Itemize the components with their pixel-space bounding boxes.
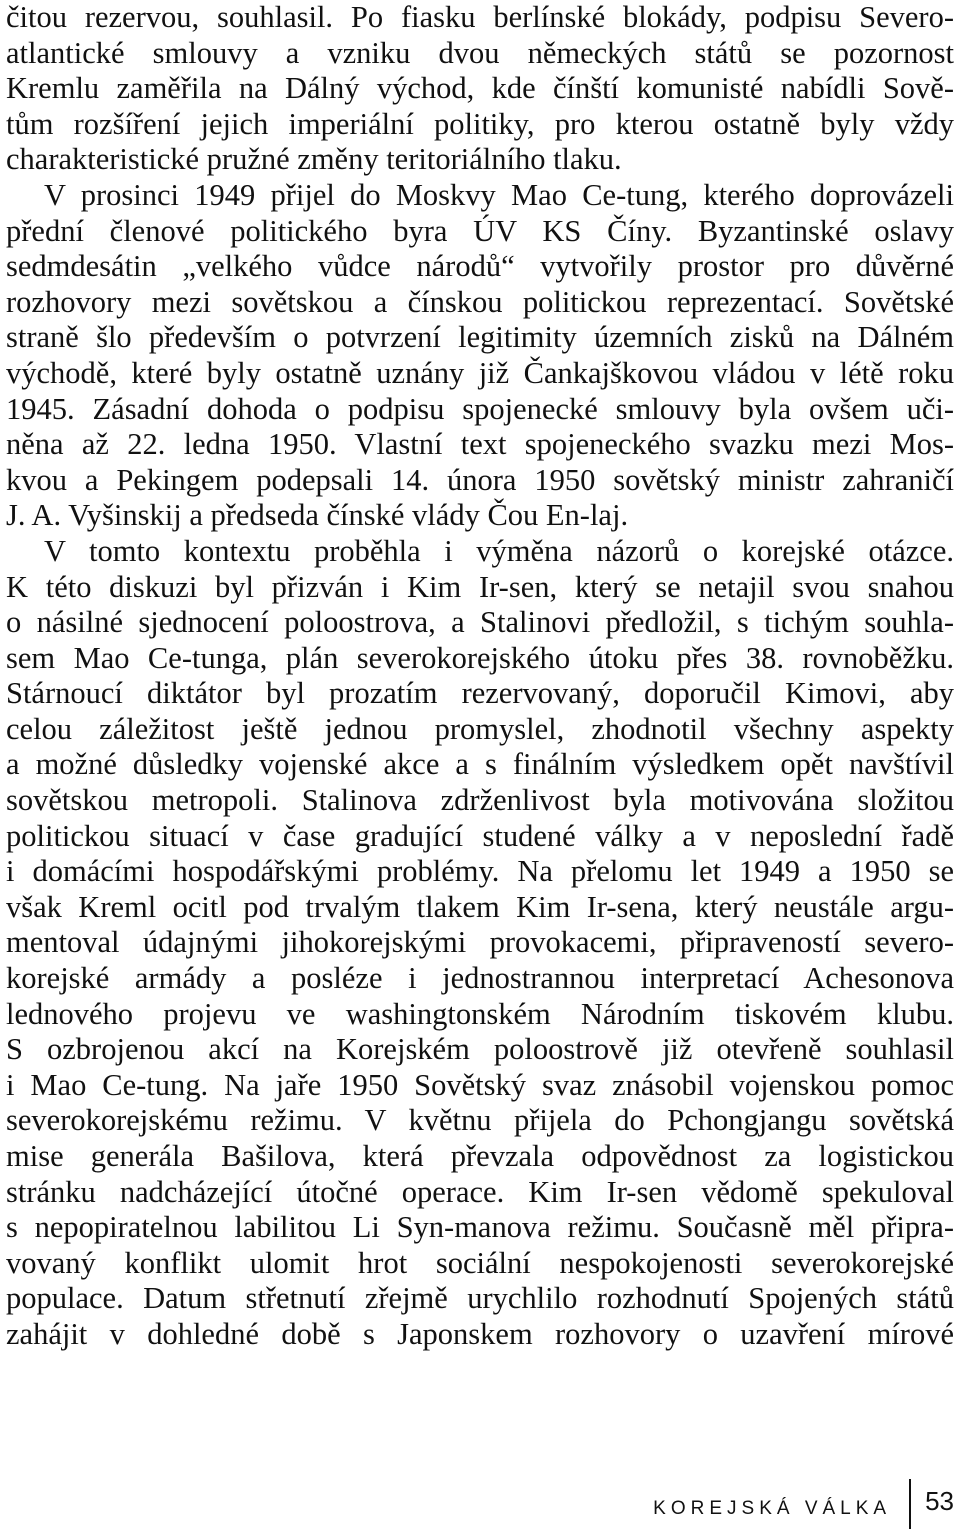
text-line: přední členové politického byra ÚV KS Číny. Byzantinské oslavy [6,213,954,248]
text-line: a možné důsledky vojenské akce a s finálním výsledkem opět navštívil [6,747,954,782]
text-line: o násilné sjednocení poloostrova, a Stalinovi předložil, s tichým souhla- [6,605,954,640]
text-line: stránku nadcházející útočné operace. Kim Ir-sen vědomě spekuloval [6,1174,954,1209]
text-line: celou záležitost ještě jednou promyslel, zhodnotil všechny aspekty [6,711,954,746]
text-line: však Kreml ocitl pod trvalým tlakem Kim Ir-sena, který neustále argu- [6,889,954,924]
text-line: Stárnoucí diktátor byl prozatím rezervovaný, doporučil Kimovi, aby [6,676,954,711]
page-number: 53 [925,1485,954,1516]
text-line: mise generála Bašilova, která převzala odpovědnost za logistickou [6,1139,954,1173]
text-line: kvou a Pekingem podepsali 14. února 1950 sovětský ministr zahraničí [6,462,954,497]
text-line: K této diskuzi byl přizván i Kim Ir-sen, který se netajil svou snahou [6,569,954,604]
text-line: populace. Datum střetnutí zřejmě urychlilo rozhodnutí Spojených států [6,1281,954,1316]
text-line: lednového projevu ve washingtonském Národním tiskovém klubu. [6,996,954,1031]
text-line: straně šlo především o potvrzení legitimity územních zisků na Dálném [6,320,954,355]
text-line: vovaný konflikt ulomit hrot sociální nespokojenosti severokorejské [6,1245,954,1280]
text-line: severokorejskému režimu. V květnu přijela do Pchongjangu sovětská [6,1103,954,1138]
text-line: S ozbrojenou akcí na Korejském poloostrově již otevřeně souhlasil [6,1032,954,1067]
page-body [6,0,954,1353]
text-line: korejské armády a posléze i jednostrannou interpretací Achesonova [6,961,954,996]
text-line: Kremlu zaměřila na Dálný východ, kde čínští komunisté nabídli Sově- [6,71,954,106]
text-line: sedmdesátin „velkého vůdce národů“ vytvořily prostor pro důvěrné [6,249,954,284]
paragraph-first-line: V prosinci 1949 přijel do Moskvy Mao Ce-tung, kterého doprovázeli [44,177,954,212]
text-line: i Mao Ce-tung. Na jaře 1950 Sovětský svaz znásobil vojenskou pomoc [6,1067,954,1102]
text-line: východě, které byly ostatně uznány již Čankajškovou vládou v létě roku [6,355,954,390]
text-line: atlantické smlouvy a vzniku dvou německých států se pozornost [6,35,954,70]
page-footer [653,1480,954,1528]
text-line: rozhovory mezi sovětskou a čínskou politickou reprezentací. Sovětské [6,284,954,319]
text-line: charakteristické pružné změny teritoriálního tlaku. [6,142,622,177]
running-head: KOREJSKÁ VÁLKA [653,1498,892,1519]
text-line: mentoval údajnými jihokorejskými provokacemi, připraveností severo- [6,925,954,960]
text-line: zahájit v dohledné době s Japonskem rozhovory o uzavření mírové [6,1316,954,1351]
text-line: sovětskou metropoli. Stalinova zdrženlivost byla motivována složitou [6,783,954,818]
text-line: 1945. Zásadní dohoda o podpisu spojenecké smlouvy byla ovšem uči- [6,391,954,426]
text-line: tům rozšíření jejich imperiální politiky, pro kterou ostatně byly vždy [6,106,954,141]
text-line: čitou rezervou, souhlasil. Po fiasku berlínské blokády, podpisu Severo- [6,0,954,34]
text-line: J. A. Vyšinskij a předseda čínské vlády Čou En-laj. [6,498,629,533]
text-line: sem Mao Ce-tunga, plán severokorejského útoku přes 38. rovnoběžku. [6,640,954,675]
text-line: i domácími hospodářskými problémy. Na přelomu let 1949 a 1950 se [6,854,954,889]
text-line: politickou situací v čase gradující studené války a v neposlední řadě [6,818,954,853]
footer-divider [909,1479,911,1529]
text-line: něna až 22. ledna 1950. Vlastní text spojeneckého svazku mezi Mos- [6,427,954,462]
paragraph-first-line: V tomto kontextu proběhla i výměna názorů o korejské otázce. [44,533,954,568]
text-line: s nepopiratelnou labilitou Li Syn-manova režimu. Současně měl připra- [6,1210,954,1245]
